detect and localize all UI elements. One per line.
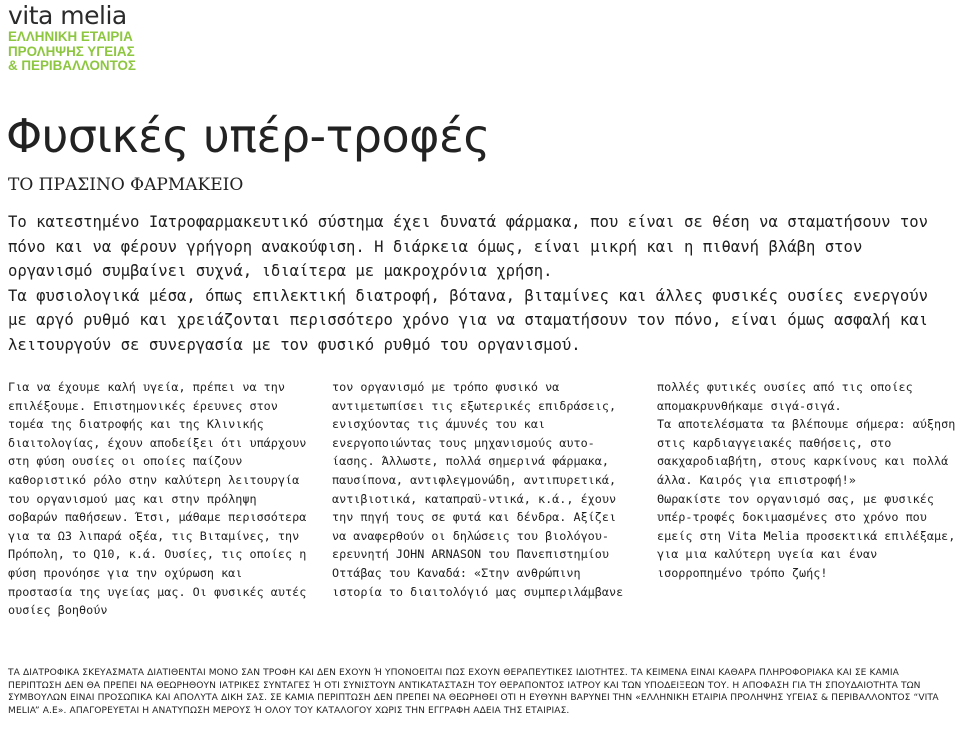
logo-tagline-line-2: ΠΡΟΛΗΨΗΣ ΥΓΕΙΑΣ [8, 43, 135, 59]
logo-tagline-line-3: & ΠΕΡΙΒΑΛΛΟΝΤΟΣ [8, 58, 136, 74]
legal-disclaimer: ΤΑ ΔΙΑΤΡΟΦΙΚΑ ΣΚΕΥΑΣΜΑΤΑ ΔΙΑΤΙΘΕΝΤΑΙ ΜΟΝΟ ΣΑΝ ΤΡΟΦΗ ΚΑΙ ΔΕΝ ΕΧΟΥΝ Ή ΥΠΟΝΟΕΙΤΑΙ ΠΩΣ ΕΧΟΥΝ ΘΕΡΑΠΕΥΤΙΚΕΣ ΙΔΙΟΤΗΤΕΣ. ΤΑ ΚΕΙΜΕΝΑ ΕΙΝΑΙ ΚΑΘΑΡΑ ΠΛΗΡΟΦΟΡΙΑΚΑ ΚΑΙ ΣΕ ΚΑΜΙΑ ΠΕΡΙΠΤΩΣΗ ΔΕΝ ΘΑ ΠΡΕΠΕΙ ΝΑ ΘΕΩΡΗΘΟΥΝ ΙΑΤΡΙΚΕΣ ΣΥΝΤΑΓΕΣ Ή ΟΤΙ ΣΥΝΙΣΤΟΥΝ ΑΝΤΙΚΑΤΑΣΤΑΣΗ ΤΟΥ ΘΕΡΑΠΟΝΤΟΣ ΙΑΤΡΟΥ ΚΑΙ ΤΩΝ ΥΠΟΔΕΙΞΕΩΝ ΤΟΥ. Η ΑΠΟΦΑΣΗ ΓΙΑ ΤΗ ΣΠΟΥΔΑΙΟΤΗΤΑ ΤΩΝ ΣΥΜΒΟΥΛΩΝ ΕΙΝΑΙ ΠΡΟΣΩΠΙΚΑ ΚΑΙ ΑΠΟΛΥΤΑ ΔΙΚΗ ΣΑΣ. ΣΕ ΚΑΜΙΑ ΠΕΡΙΠΤΩΣΗ ΔΕΝ ΠΡΕΠΕΙ ΝΑ ΘΕΩΡΗΘΕΙ ΟΤΙ Η ΕΥΘΥΝΗ ΒΑΡΥΝΕΙ ΤΗΝ «ΕΛΛΗΝΙΚΗ ΕΤΑΙΡΙΑ ΠΡΟΛΗΨΗΣ ΥΓΕΙΑΣ & ΠΕΡΙΒΑΛΛΟΝΤΟΣ “VITA MELIA” Α.Ε». ΑΠΑΓΟΡΕΥΕΤΑΙ Η ΑΝΑΤΥΠΩΣΗ ΜΕΡΟΥΣ Ή ΟΛΟΥ ΤΟΥ ΚΑΤΑΛΟΓΟΥ ΧΩΡΙΣ ΤΗΝ ΕΓΓΡΑΦΗ ΑΔΕΙΑ ΤΗΣ ΕΤΑΙΡΙΑΣ. [8, 668, 939, 716]
text-column-3 [657, 378, 957, 583]
column-3-paragraph-2: Τα αποτελέσματα τα βλέπουμε σήμερα: αύξηση στις καρδιαγγειακές παθήσεις, στο σακχαροδιαβήτη, στους καρκίνους και πολλά άλλα. Καιρός για επιστροφή!» [657, 417, 956, 487]
column-2-paragraph: τον οργανισμό με τρόπο φυσικό να αντιμετωπίσει τις εξωτερικές επιδράσεις, ενισχύοντας τις άμυνές του και ενεργοποιώντας τους μηχανισμούς αυτο-ίασης. Άλλωστε, πολλά σημερινά φάρμακα, παυσίπονα, αντιφλεγμονώδη, αντιπυρετικά, αντιβιοτικά, καταπραϋ-ντικά, κ.ά., έχουν την πηγή τους σε φυτά και δένδρα. Αξίζει να αναφερθούν οι δηλώσεις του βιολόγου-ερευνητή JOHN ARNASON του Πανεπιστημίου Οττάβας του Καναδά: «Στην ανθρώπινη ιστορία το διαιτολόγιό μας συμπεριλάμβανε [332, 380, 624, 599]
intro-paragraph-1: Το κατεστημένο Ιατροφαρμακευτικό σύστημα έχει δυνατά φάρμακα, που είναι σε θέση να σταματήσουν τον πόνο και να φέρουν γρήγορη ανακούφιση. Η διάρκεια όμως, είναι μικρή και η πιθανή βλάβη στον οργανισμό συμβαίνει συχνά, ιδιαίτερα με μακροχρόνια χρήση. [8, 213, 929, 280]
intro-text [8, 210, 953, 357]
intro-paragraph-2: Τα φυσιολογικά μέσα, όπως επιλεκτική διατροφή, βότανα, βιταμίνες και άλλες φυσικές ουσίες ενεργούν με αργό ρυθμό και χρειάζονται περισσότερο χρόνο για να σταματήσουν τον πόνο, είναι όμως ασφαλή και λειτουργούν σε συνεργασία με τον φυσικό ρυθμό του οργανισμού. [8, 286, 929, 354]
text-column-1 [8, 378, 308, 620]
company-logo [8, 2, 136, 74]
logo-wordmark: vita melia [8, 1, 127, 30]
page-subtitle: ΤΟ ΠΡΑΣΙΝΟ ΦΑΡΜΑΚΕΙΟ [8, 175, 244, 195]
page-title: Φυσικές υπέρ-τροφές [6, 109, 490, 163]
column-3-paragraph-1: πολλές φυτικές ουσίες από τις οποίες απομακρυνθήκαμε σιγά-σιγά. [657, 380, 913, 413]
text-column-2 [332, 378, 632, 601]
logo-tagline-line-1: ΕΛΛΗΝΙΚΗ ΕΤΑΙΡΙΑ [8, 29, 133, 44]
column-1-paragraph: Για να έχουμε καλή υγεία, πρέπει να την επιλέξουμε. Επιστημονικές έρευνες στον τομέα της διατροφής και της Κλινικής διαιτολογίας, έχουν αποδείξει ότι υπάρχουν στη φύση ουσίες οι οποίες παίζουν καθοριστικό ρόλο στην καλύτερη λειτουργία του οργανισμού μας και στην πρόληψη σοβαρών παθήσεων. Έτσι, μάθαμε περισσότερα για τα Ω3 λιπαρά οξέα, τις Βιταμίνες, την Πρόπολη, το Q10, κ.ά. Ουσίες, τις οποίες η φύση προνόησε για την οχύρωση και προστασία της υγείας μας. Οι φυσικές αυτές ουσίες βοηθούν [8, 380, 307, 618]
column-3-paragraph-3: Θωρακίστε τον οργανισμό σας, με φυσικές υπέρ-τροφές δοκιμασμένες στο χρόνο που εμείς στη Vita Melia προσεκτικά επιλέξαμε, για μια καλύτερη υγεία και έναν ισορροπημένο τρόπο ζωής! [657, 491, 956, 580]
